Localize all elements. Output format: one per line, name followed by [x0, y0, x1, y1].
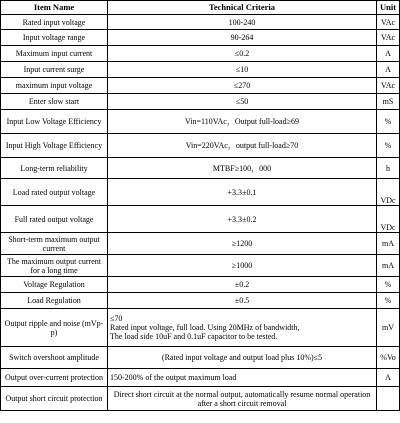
unit-cell: VDc [377, 206, 400, 233]
header-technical-criteria: Technical Criteria [108, 1, 377, 15]
table-row [1, 46, 400, 62]
unit-cell: % [377, 110, 400, 134]
item-name-cell: Long-term reliability [1, 158, 108, 179]
table-row [1, 158, 400, 179]
table-row [1, 94, 400, 110]
criteria-cell: ≤70 Rated input voltage, full load. Using 20MHz of bandwidth, The load side 10uF and 0.1uF capacitor to be tested. [108, 309, 377, 347]
unit-cell: h [377, 158, 400, 179]
criteria-cell: Vin=110VAc，Output full-load≥69 [108, 110, 377, 134]
table-row [1, 134, 400, 158]
item-name-cell: Input High Voltage Efficiency [1, 134, 108, 158]
table-row [1, 62, 400, 78]
criteria-cell: Vin=220VAc，output full-load≥70 [108, 134, 377, 158]
unit-cell: mA [377, 233, 400, 255]
criteria-cell: +3.3±0.2 [108, 206, 377, 233]
table-row [1, 387, 400, 411]
item-name-cell: The maximum output current for a long time [1, 255, 108, 277]
unit-cell: % [377, 134, 400, 158]
table-row [1, 309, 400, 347]
header-item-name: Item Name [1, 1, 108, 15]
criteria-cell: ≥1200 [108, 233, 377, 255]
unit-cell: mS [377, 94, 400, 110]
unit-cell: VAc [377, 78, 400, 94]
unit-cell: VDc [377, 179, 400, 206]
header-row [1, 1, 400, 15]
unit-cell: %Vo [377, 347, 400, 369]
unit-cell: A [377, 62, 400, 78]
item-name-cell: Output over-current protection [1, 369, 108, 387]
criteria-cell: ≥1000 [108, 255, 377, 277]
criteria-cell: +3.3±0.1 [108, 179, 377, 206]
unit-cell: mA [377, 255, 400, 277]
criteria-cell: 100-240 [108, 15, 377, 30]
unit-cell: A [377, 46, 400, 62]
table-row [1, 233, 400, 255]
item-name-cell: Input Low Voltage Efficiency [1, 110, 108, 134]
criteria-cell: ±0.2 [108, 277, 377, 293]
table-row [1, 255, 400, 277]
item-name-cell: Load rated output voltage [1, 179, 108, 206]
unit-cell: % [377, 293, 400, 309]
criteria-cell: ≤50 [108, 94, 377, 110]
header-unit: Unit [377, 1, 400, 15]
item-name-cell: Output short circuit protection [1, 387, 108, 411]
unit-cell [377, 387, 400, 411]
unit-cell: VAc [377, 15, 400, 30]
unit-cell: mV [377, 309, 400, 347]
item-name-cell: Input voltage range [1, 30, 108, 46]
unit-cell: A [377, 369, 400, 387]
criteria-cell: ≤10 [108, 62, 377, 78]
table-row [1, 293, 400, 309]
table-row [1, 179, 400, 206]
item-name-cell: Short-term maximum output current [1, 233, 108, 255]
item-name-cell: Enter slow start [1, 94, 108, 110]
table-row [1, 15, 400, 30]
criteria-cell: MTBF≥100，000 [108, 158, 377, 179]
item-name-cell: Voltage Regulation [1, 277, 108, 293]
criteria-cell: ≤270 [108, 78, 377, 94]
table-row [1, 206, 400, 233]
item-name-cell: Maximum input current [1, 46, 108, 62]
table-row [1, 277, 400, 293]
item-name-cell: Rated input voltage [1, 15, 108, 30]
unit-cell: VAc [377, 30, 400, 46]
criteria-cell: 150-200% of the output maximum load [108, 369, 377, 387]
item-name-cell: Output ripple and noise (mVp-p) [1, 309, 108, 347]
table-row [1, 347, 400, 369]
criteria-cell: ≤0.2 [108, 46, 377, 62]
item-name-cell: Switch overshoot amplitude [1, 347, 108, 369]
criteria-cell: (Rated input voltage and output load plus 10%)≤5 [108, 347, 377, 369]
unit-cell: % [377, 277, 400, 293]
table-row [1, 30, 400, 46]
table-row [1, 78, 400, 94]
item-name-cell: Input current surge [1, 62, 108, 78]
item-name-cell: Load Regulation [1, 293, 108, 309]
criteria-cell: 90-264 [108, 30, 377, 46]
criteria-cell: ±0.5 [108, 293, 377, 309]
table-row [1, 110, 400, 134]
item-name-cell: maximum input voltage [1, 78, 108, 94]
item-name-cell: Full rated output voltage [1, 206, 108, 233]
table-row [1, 369, 400, 387]
criteria-cell: Direct short circuit at the normal output, automatically resume normal operation after a short circuit removal [108, 387, 377, 411]
